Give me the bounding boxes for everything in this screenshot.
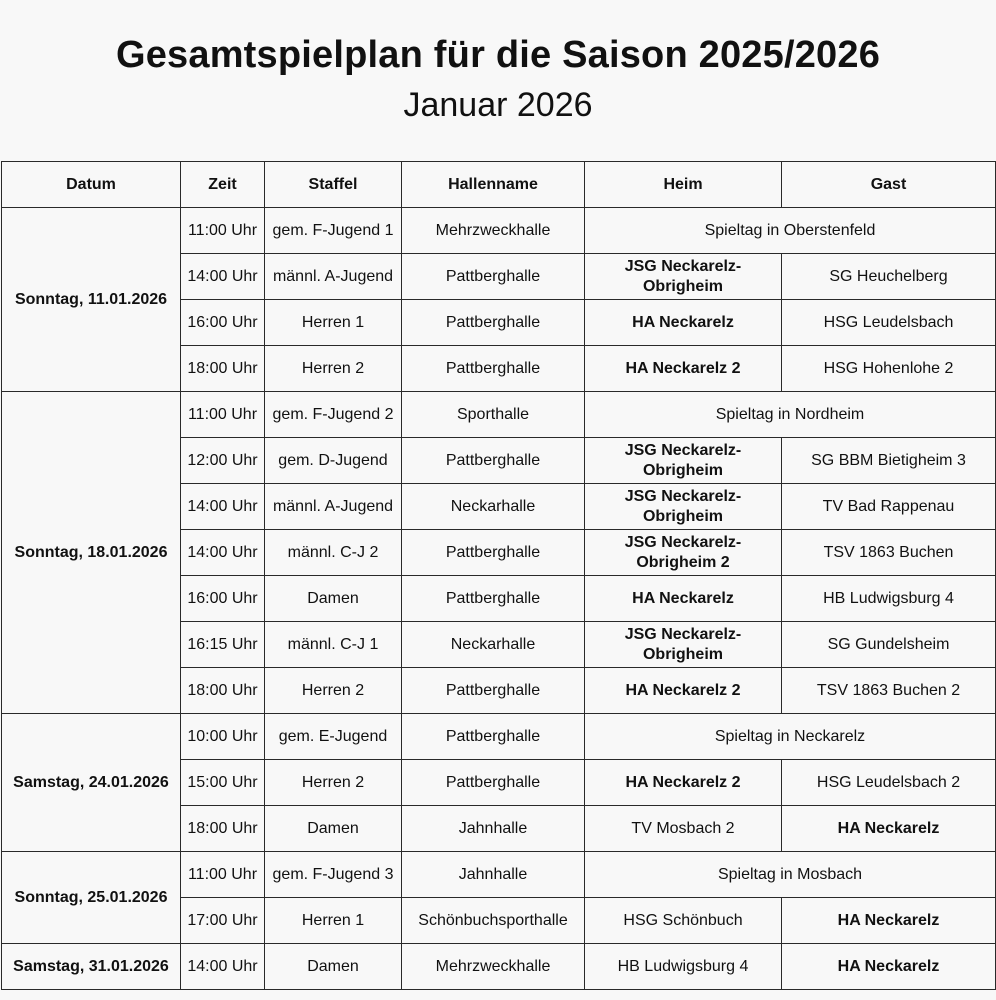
time-cell: 12:00 Uhr (181, 438, 265, 484)
staffel-cell: Herren 2 (265, 668, 402, 714)
col-header-staffel: Staffel (265, 162, 402, 208)
guest-team-cell: HSG Hohenlohe 2 (782, 346, 996, 392)
home-team-cell: JSG Neckarelz-Obrigheim (585, 438, 782, 484)
time-cell: 14:00 Uhr (181, 530, 265, 576)
home-team-cell: JSG Neckarelz-Obrigheim (585, 254, 782, 300)
col-header-heim: Heim (585, 162, 782, 208)
time-cell: 16:00 Uhr (181, 576, 265, 622)
time-cell: 18:00 Uhr (181, 346, 265, 392)
home-team-cell: HA Neckarelz 2 (585, 760, 782, 806)
home-team-cell: HA Neckarelz (585, 576, 782, 622)
guest-team-cell: HA Neckarelz (782, 806, 996, 852)
col-header-gast: Gast (782, 162, 996, 208)
guest-team-cell: SG BBM Bietigheim 3 (782, 438, 996, 484)
time-cell: 15:00 Uhr (181, 760, 265, 806)
hall-cell: Schönbuchsporthalle (402, 898, 585, 944)
home-team-cell: JSG Neckarelz-Obrigheim (585, 484, 782, 530)
table-row (2, 392, 996, 438)
hall-cell: Jahnhalle (402, 806, 585, 852)
staffel-cell: Herren 1 (265, 300, 402, 346)
staffel-cell: männl. C-J 2 (265, 530, 402, 576)
hall-cell: Jahnhalle (402, 852, 585, 898)
table-row (2, 944, 996, 990)
col-header-hallenname: Hallenname (402, 162, 585, 208)
hall-cell: Pattberghalle (402, 576, 585, 622)
staffel-cell: gem. E-Jugend (265, 714, 402, 760)
time-cell: 11:00 Uhr (181, 852, 265, 898)
date-cell: Sonntag, 18.01.2026 (2, 392, 181, 714)
staffel-cell: gem. F-Jugend 3 (265, 852, 402, 898)
time-cell: 16:15 Uhr (181, 622, 265, 668)
spieltag-cell: Spieltag in Nordheim (585, 392, 996, 438)
col-header-zeit: Zeit (181, 162, 265, 208)
hall-cell: Mehrzweckhalle (402, 944, 585, 990)
staffel-cell: Herren 2 (265, 760, 402, 806)
staffel-cell: männl. A-Jugend (265, 484, 402, 530)
time-cell: 17:00 Uhr (181, 898, 265, 944)
date-cell: Samstag, 24.01.2026 (2, 714, 181, 852)
guest-team-cell: HA Neckarelz (782, 898, 996, 944)
home-team-cell: HSG Schönbuch (585, 898, 782, 944)
staffel-cell: männl. A-Jugend (265, 254, 402, 300)
hall-cell: Pattberghalle (402, 668, 585, 714)
time-cell: 14:00 Uhr (181, 944, 265, 990)
hall-cell: Pattberghalle (402, 300, 585, 346)
home-team-cell: JSG Neckarelz-Obrigheim (585, 622, 782, 668)
spieltag-cell: Spieltag in Mosbach (585, 852, 996, 898)
staffel-cell: gem. F-Jugend 2 (265, 392, 402, 438)
hall-cell: Pattberghalle (402, 760, 585, 806)
date-cell: Sonntag, 11.01.2026 (2, 208, 181, 392)
schedule-body (2, 208, 996, 990)
time-cell: 18:00 Uhr (181, 806, 265, 852)
spieltag-cell: Spieltag in Neckarelz (585, 714, 996, 760)
time-cell: 10:00 Uhr (181, 714, 265, 760)
hall-cell: Pattberghalle (402, 254, 585, 300)
header-row (2, 162, 996, 208)
guest-team-cell: HSG Leudelsbach 2 (782, 760, 996, 806)
page-title: Gesamtspielplan für die Saison 2025/2026 (115, 34, 881, 76)
guest-team-cell: TV Bad Rappenau (782, 484, 996, 530)
table-row (2, 714, 996, 760)
guest-team-cell: HB Ludwigsburg 4 (782, 576, 996, 622)
time-cell: 11:00 Uhr (181, 392, 265, 438)
hall-cell: Mehrzweckhalle (402, 208, 585, 254)
guest-team-cell: SG Heuchelberg (782, 254, 996, 300)
time-cell: 16:00 Uhr (181, 300, 265, 346)
staffel-cell: männl. C-J 1 (265, 622, 402, 668)
staffel-cell: gem. D-Jugend (265, 438, 402, 484)
staffel-cell: Herren 2 (265, 346, 402, 392)
home-team-cell: HA Neckarelz (585, 300, 782, 346)
home-team-cell: HB Ludwigsburg 4 (585, 944, 782, 990)
hall-cell: Neckarhalle (402, 484, 585, 530)
home-team-cell: HA Neckarelz 2 (585, 668, 782, 714)
date-cell: Samstag, 31.01.2026 (2, 944, 181, 990)
spieltag-cell: Spieltag in Oberstenfeld (585, 208, 996, 254)
hall-cell: Sporthalle (402, 392, 585, 438)
time-cell: 14:00 Uhr (181, 254, 265, 300)
time-cell: 11:00 Uhr (181, 208, 265, 254)
home-team-cell: JSG Neckarelz-Obrigheim 2 (585, 530, 782, 576)
guest-team-cell: HA Neckarelz (782, 944, 996, 990)
staffel-cell: Damen (265, 944, 402, 990)
table-row (2, 852, 996, 898)
guest-team-cell: HSG Leudelsbach (782, 300, 996, 346)
staffel-cell: Damen (265, 576, 402, 622)
hall-cell: Pattberghalle (402, 346, 585, 392)
table-row (2, 208, 996, 254)
schedule-table (1, 161, 996, 990)
staffel-cell: Herren 1 (265, 898, 402, 944)
guest-team-cell: TSV 1863 Buchen 2 (782, 668, 996, 714)
page-subtitle: Januar 2026 (403, 86, 593, 124)
hall-cell: Pattberghalle (402, 714, 585, 760)
home-team-cell: HA Neckarelz 2 (585, 346, 782, 392)
hall-cell: Pattberghalle (402, 530, 585, 576)
hall-cell: Neckarhalle (402, 622, 585, 668)
date-cell: Sonntag, 25.01.2026 (2, 852, 181, 944)
home-team-cell: TV Mosbach 2 (585, 806, 782, 852)
staffel-cell: gem. F-Jugend 1 (265, 208, 402, 254)
col-header-datum: Datum (2, 162, 181, 208)
guest-team-cell: TSV 1863 Buchen (782, 530, 996, 576)
staffel-cell: Damen (265, 806, 402, 852)
page-header (0, 0, 996, 160)
guest-team-cell: SG Gundelsheim (782, 622, 996, 668)
time-cell: 14:00 Uhr (181, 484, 265, 530)
time-cell: 18:00 Uhr (181, 668, 265, 714)
hall-cell: Pattberghalle (402, 438, 585, 484)
